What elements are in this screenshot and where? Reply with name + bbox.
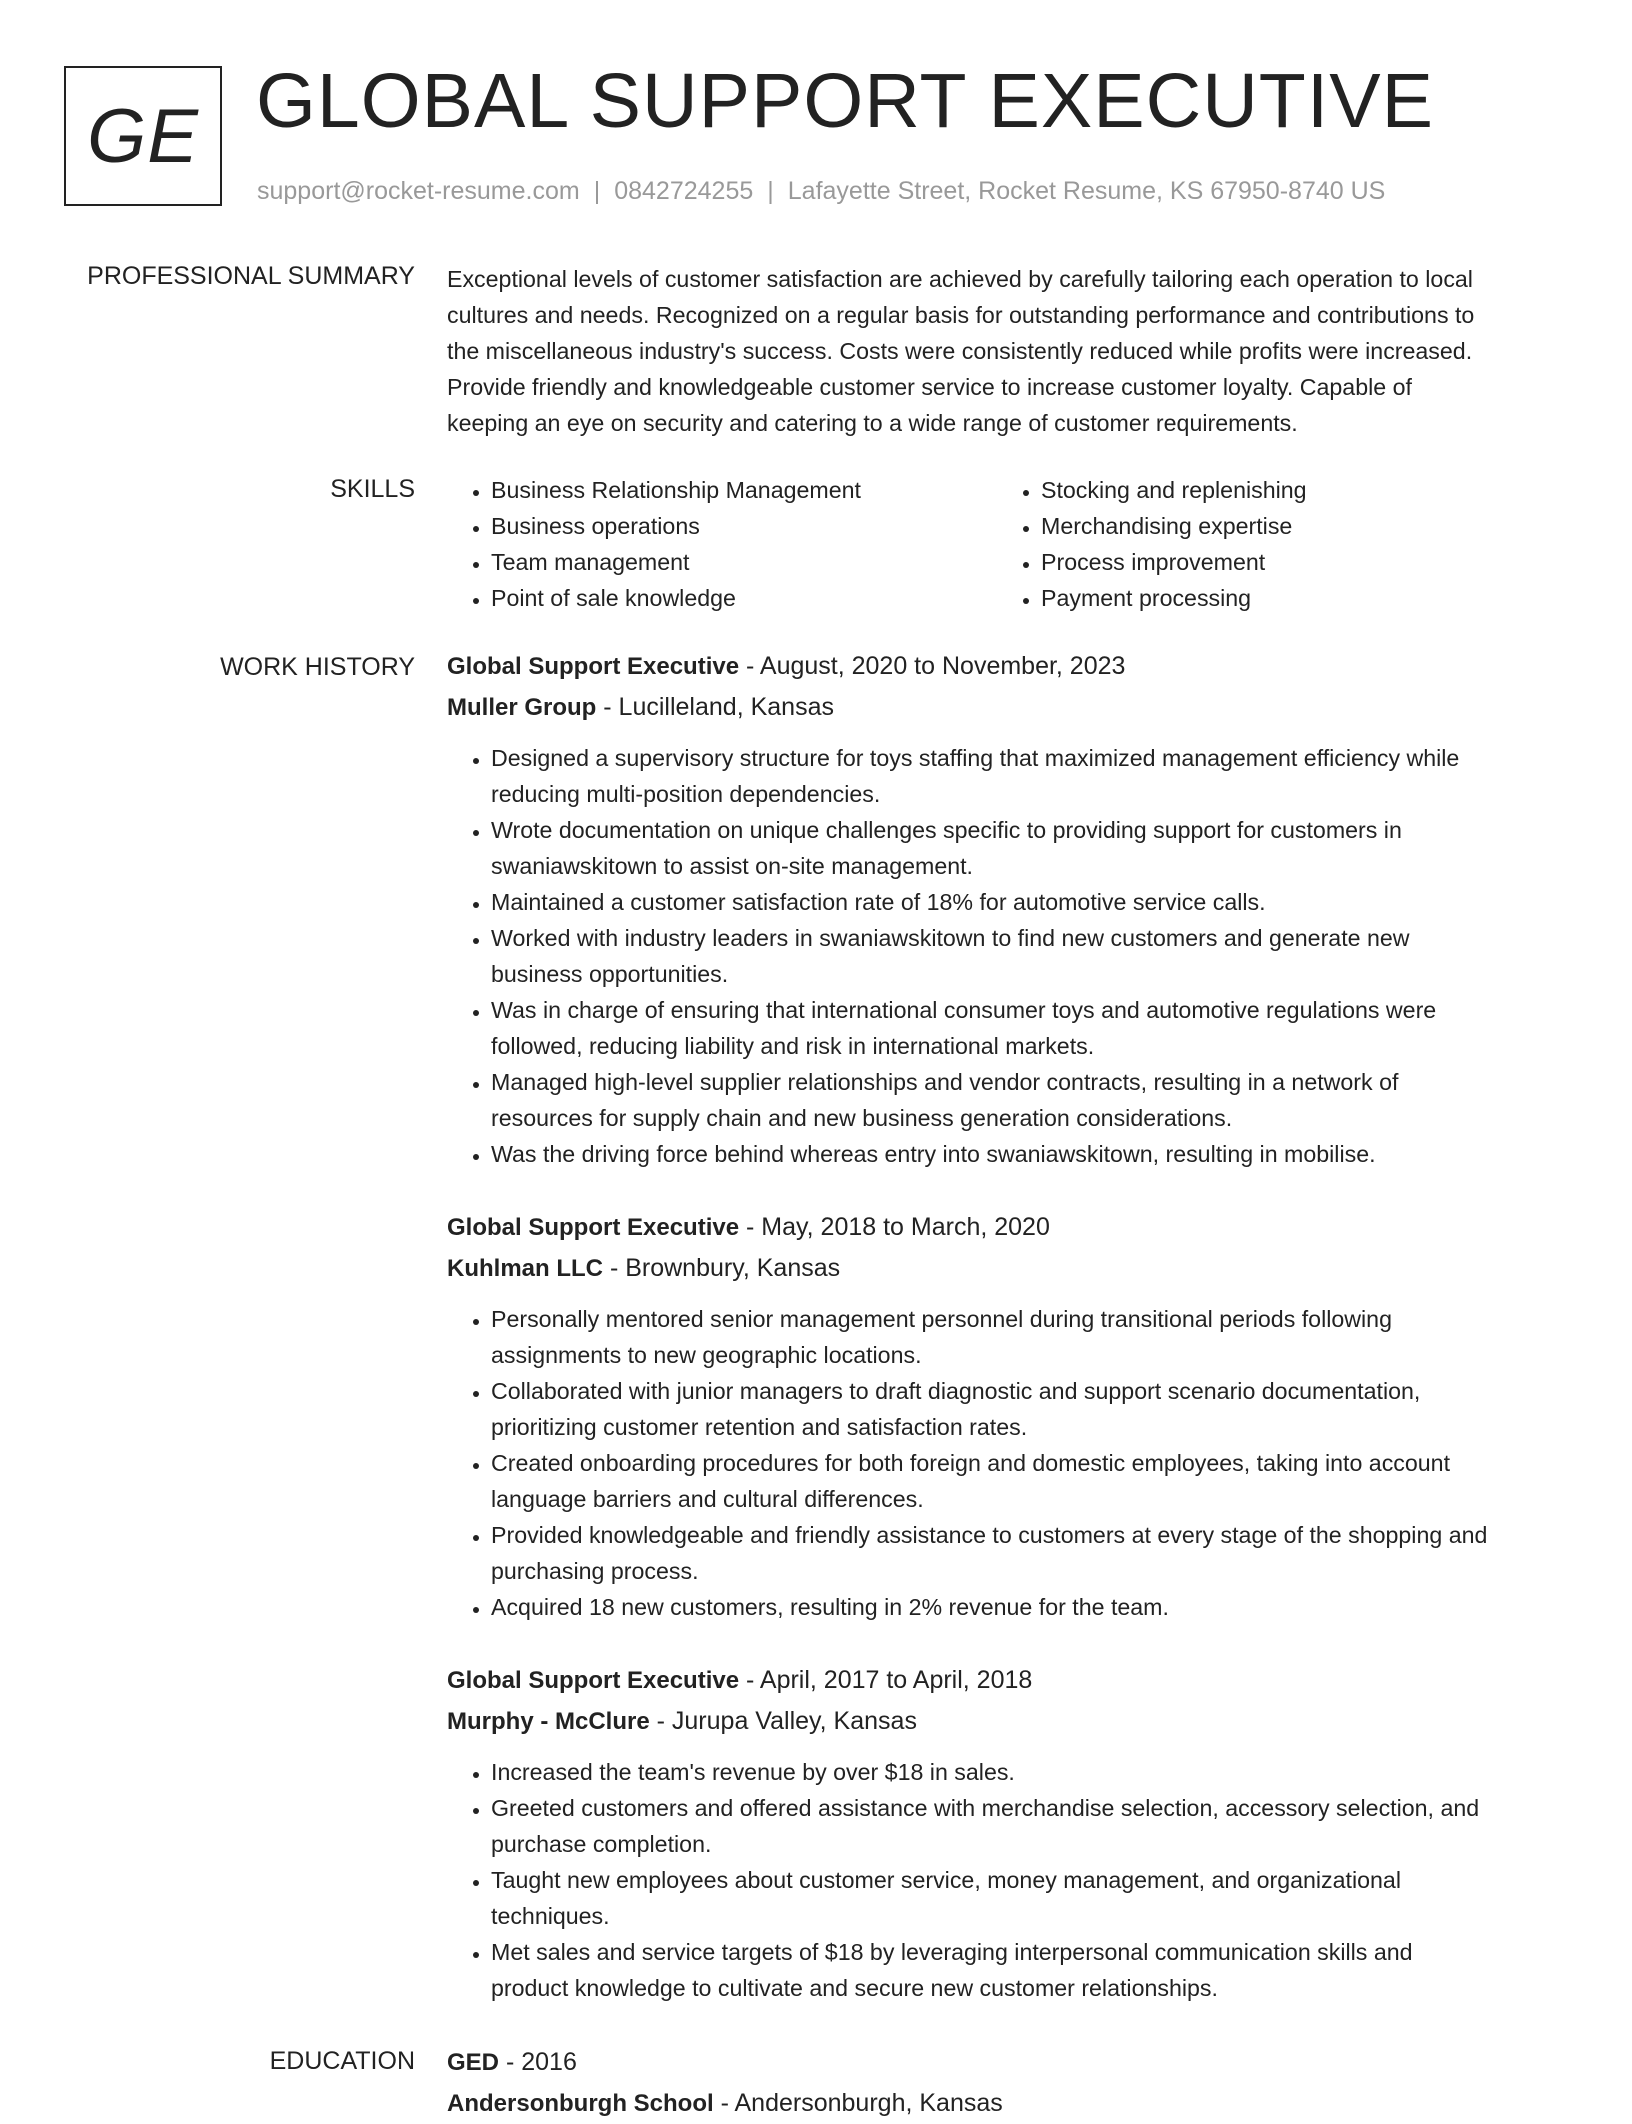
- bullet-line: Wrote documentation on unique challenges specific to providing support for customers in: [491, 817, 1402, 843]
- summary-line: keeping an eye on security and catering to a wide range of customer requirements.: [447, 410, 1298, 436]
- bullet-line: product knowledge to cultivate and secure new customer relationships.: [491, 1975, 1218, 2001]
- job-bullets: [447, 1754, 1565, 2006]
- bullet-line: Greeted customers and offered assistance with merchandise selection, accessory selection, and: [491, 1795, 1480, 1821]
- bullet-line: business opportunities.: [491, 961, 729, 987]
- section-title-education: EDUCATION: [269, 2047, 415, 2075]
- contact-line: [257, 174, 1385, 208]
- education-degree: GED: [447, 2049, 500, 2076]
- bullet-line: reducing multi-position dependencies.: [491, 781, 881, 807]
- bullet-line: Was in charge of ensuring that international consumer toys and automotive regulations were: [491, 997, 1437, 1023]
- job-bullet: [491, 920, 1565, 992]
- contact-separator: |: [767, 177, 774, 205]
- resume-name-title: GLOBAL SUPPORT EXECUTIVE: [256, 58, 1434, 144]
- job-role: Global Support Executive: [447, 1667, 740, 1694]
- job-bullet: [491, 740, 1565, 812]
- bullet-line: Increased the team's revenue by over $18 in sales.: [491, 1759, 1015, 1785]
- summary-line: the miscellaneous industry's success. Costs were consistently reduced while profits were increased.: [447, 338, 1473, 364]
- education-location: - Andersonburgh, Kansas: [713, 2089, 1003, 2117]
- bullet-line: language barriers and cultural differences.: [491, 1486, 924, 1512]
- summary-line: cultures and needs. Recognized on a regular basis for outstanding performance and contributions to: [447, 302, 1475, 328]
- bullet-line: swaniawskitown to assist on-site management.: [491, 853, 974, 879]
- job-bullet: [491, 1517, 1565, 1589]
- bullet-line: Provided knowledgeable and friendly assistance to customers at every stage of the shopping and: [491, 1522, 1488, 1548]
- contact-email: support@rocket-resume.com: [257, 177, 580, 205]
- job-body: [447, 1207, 1565, 1625]
- job-title-line: [447, 646, 1565, 687]
- job-bullet: [491, 1862, 1565, 1934]
- job-bullet: [491, 1301, 1565, 1373]
- skills-grid: [447, 472, 1565, 616]
- education-year: - 2016: [499, 2048, 577, 2076]
- bullet-line: Acquired 18 new customers, resulting in 2% revenue for the team.: [491, 1594, 1169, 1620]
- skill-item: • Merchandising expertise: [1041, 508, 1547, 544]
- job-location: - Jurupa Valley, Kansas: [649, 1707, 917, 1735]
- job-company-line: [447, 687, 1565, 728]
- skill-item: • Business Relationship Management: [491, 472, 997, 508]
- job-location: - Lucilleland, Kansas: [596, 693, 834, 721]
- job-bullet: [491, 1934, 1565, 2006]
- education-degree-line: [447, 2042, 1565, 2083]
- job-bullet: [491, 1373, 1565, 1445]
- job-bullets: [447, 1301, 1565, 1625]
- skill-item: • Stocking and replenishing: [1041, 472, 1547, 508]
- job-title-line: [447, 1207, 1565, 1248]
- bullet-line: purchasing process.: [491, 1558, 699, 1584]
- job-location: - Brownbury, Kansas: [603, 1254, 841, 1282]
- skill-item: • Point of sale knowledge: [491, 580, 997, 616]
- job-bullet: [491, 1754, 1565, 1790]
- bullet-line: Met sales and service targets of $18 by leveraging interpersonal communication skills and: [491, 1939, 1413, 1965]
- job-bullet: [491, 992, 1565, 1064]
- job-bullet: [491, 1064, 1565, 1136]
- job-dates: - April, 2017 to April, 2018: [739, 1666, 1033, 1694]
- monogram-badge: [64, 66, 222, 206]
- bullet-line: techniques.: [491, 1903, 610, 1929]
- bullet-line: Worked with industry leaders in swaniawskitown to find new customers and generate new: [491, 925, 1410, 951]
- job-company: Murphy - McClure: [447, 1708, 650, 1735]
- bullet-line: Maintained a customer satisfaction rate of 18% for automotive service calls.: [491, 889, 1266, 915]
- job-bullet: [491, 812, 1565, 884]
- job-bullet: [491, 884, 1565, 920]
- bullet-line: followed, reducing liability and risk in international markets.: [491, 1033, 1095, 1059]
- job-dates: - August, 2020 to November, 2023: [739, 652, 1126, 680]
- job-body: [447, 646, 1565, 1172]
- job-company: Kuhlman LLC: [447, 1255, 603, 1282]
- job-bullet: [491, 1136, 1565, 1172]
- section-title-skills: SKILLS: [330, 475, 415, 503]
- job-bullet: [491, 1790, 1565, 1862]
- bullet-line: Managed high-level supplier relationships and vendor contracts, resulting in a network of: [491, 1069, 1399, 1095]
- bullet-line: resources for supply chain and new business generation considerations.: [491, 1105, 1233, 1131]
- job-role: Global Support Executive: [447, 1214, 740, 1241]
- monogram-initials: GE: [87, 93, 199, 179]
- job-title-line: [447, 1660, 1565, 1701]
- skills-list-right: [997, 472, 1547, 616]
- bullet-line: Created onboarding procedures for both foreign and domestic employees, taking into account: [491, 1450, 1451, 1476]
- contact-address: Lafayette Street, Rocket Resume, KS 67950-8740 US: [787, 177, 1386, 205]
- bullet-line: Collaborated with junior managers to draft diagnostic and support scenario documentation,: [491, 1378, 1421, 1404]
- summary-body: [447, 261, 1565, 441]
- summary-line: Provide friendly and knowledgeable customer service to increase customer loyalty. Capable of: [447, 374, 1412, 400]
- skill-item: • Business operations: [491, 508, 997, 544]
- bullet-line: Designed a supervisory structure for toys staffing that maximized management efficiency while: [491, 745, 1460, 771]
- education-school-line: [447, 2083, 1565, 2124]
- bullet-line: Taught new employees about customer service, money management, and organizational: [491, 1867, 1401, 1893]
- contact-phone: 0842724255: [614, 177, 754, 205]
- section-title-summary: PROFESSIONAL SUMMARY: [87, 262, 415, 290]
- job-role: Global Support Executive: [447, 653, 740, 680]
- bullet-line: Personally mentored senior management personnel during transitional periods following: [491, 1306, 1392, 1332]
- skill-item: • Payment processing: [1041, 580, 1547, 616]
- job-bullet: [491, 1445, 1565, 1517]
- job-company: Muller Group: [447, 694, 597, 721]
- bullet-line: Was the driving force behind whereas entry into swaniawskitown, resulting in mobilise.: [491, 1141, 1376, 1167]
- skill-item: • Process improvement: [1041, 544, 1547, 580]
- job-bullets: [447, 740, 1565, 1172]
- section-title-work-history: WORK HISTORY: [220, 653, 415, 681]
- job-body: [447, 1660, 1565, 2006]
- skills-list-left: [447, 472, 997, 616]
- bullet-line: assignments to new geographic locations.: [491, 1342, 922, 1368]
- contact-separator: |: [593, 177, 601, 205]
- job-dates: - May, 2018 to March, 2020: [739, 1213, 1050, 1241]
- job-company-line: [447, 1701, 1565, 1742]
- bullet-line: purchase completion.: [491, 1831, 712, 1857]
- job-bullet: [491, 1589, 1565, 1625]
- skill-item: • Team management: [491, 544, 997, 580]
- education-school: Andersonburgh School: [447, 2090, 714, 2117]
- summary-line: Exceptional levels of customer satisfaction are achieved by carefully tailoring each operation to local: [447, 266, 1473, 292]
- skills-body: [447, 472, 1565, 616]
- bullet-line: prioritizing customer retention and satisfaction rates.: [491, 1414, 1028, 1440]
- job-company-line: [447, 1248, 1565, 1289]
